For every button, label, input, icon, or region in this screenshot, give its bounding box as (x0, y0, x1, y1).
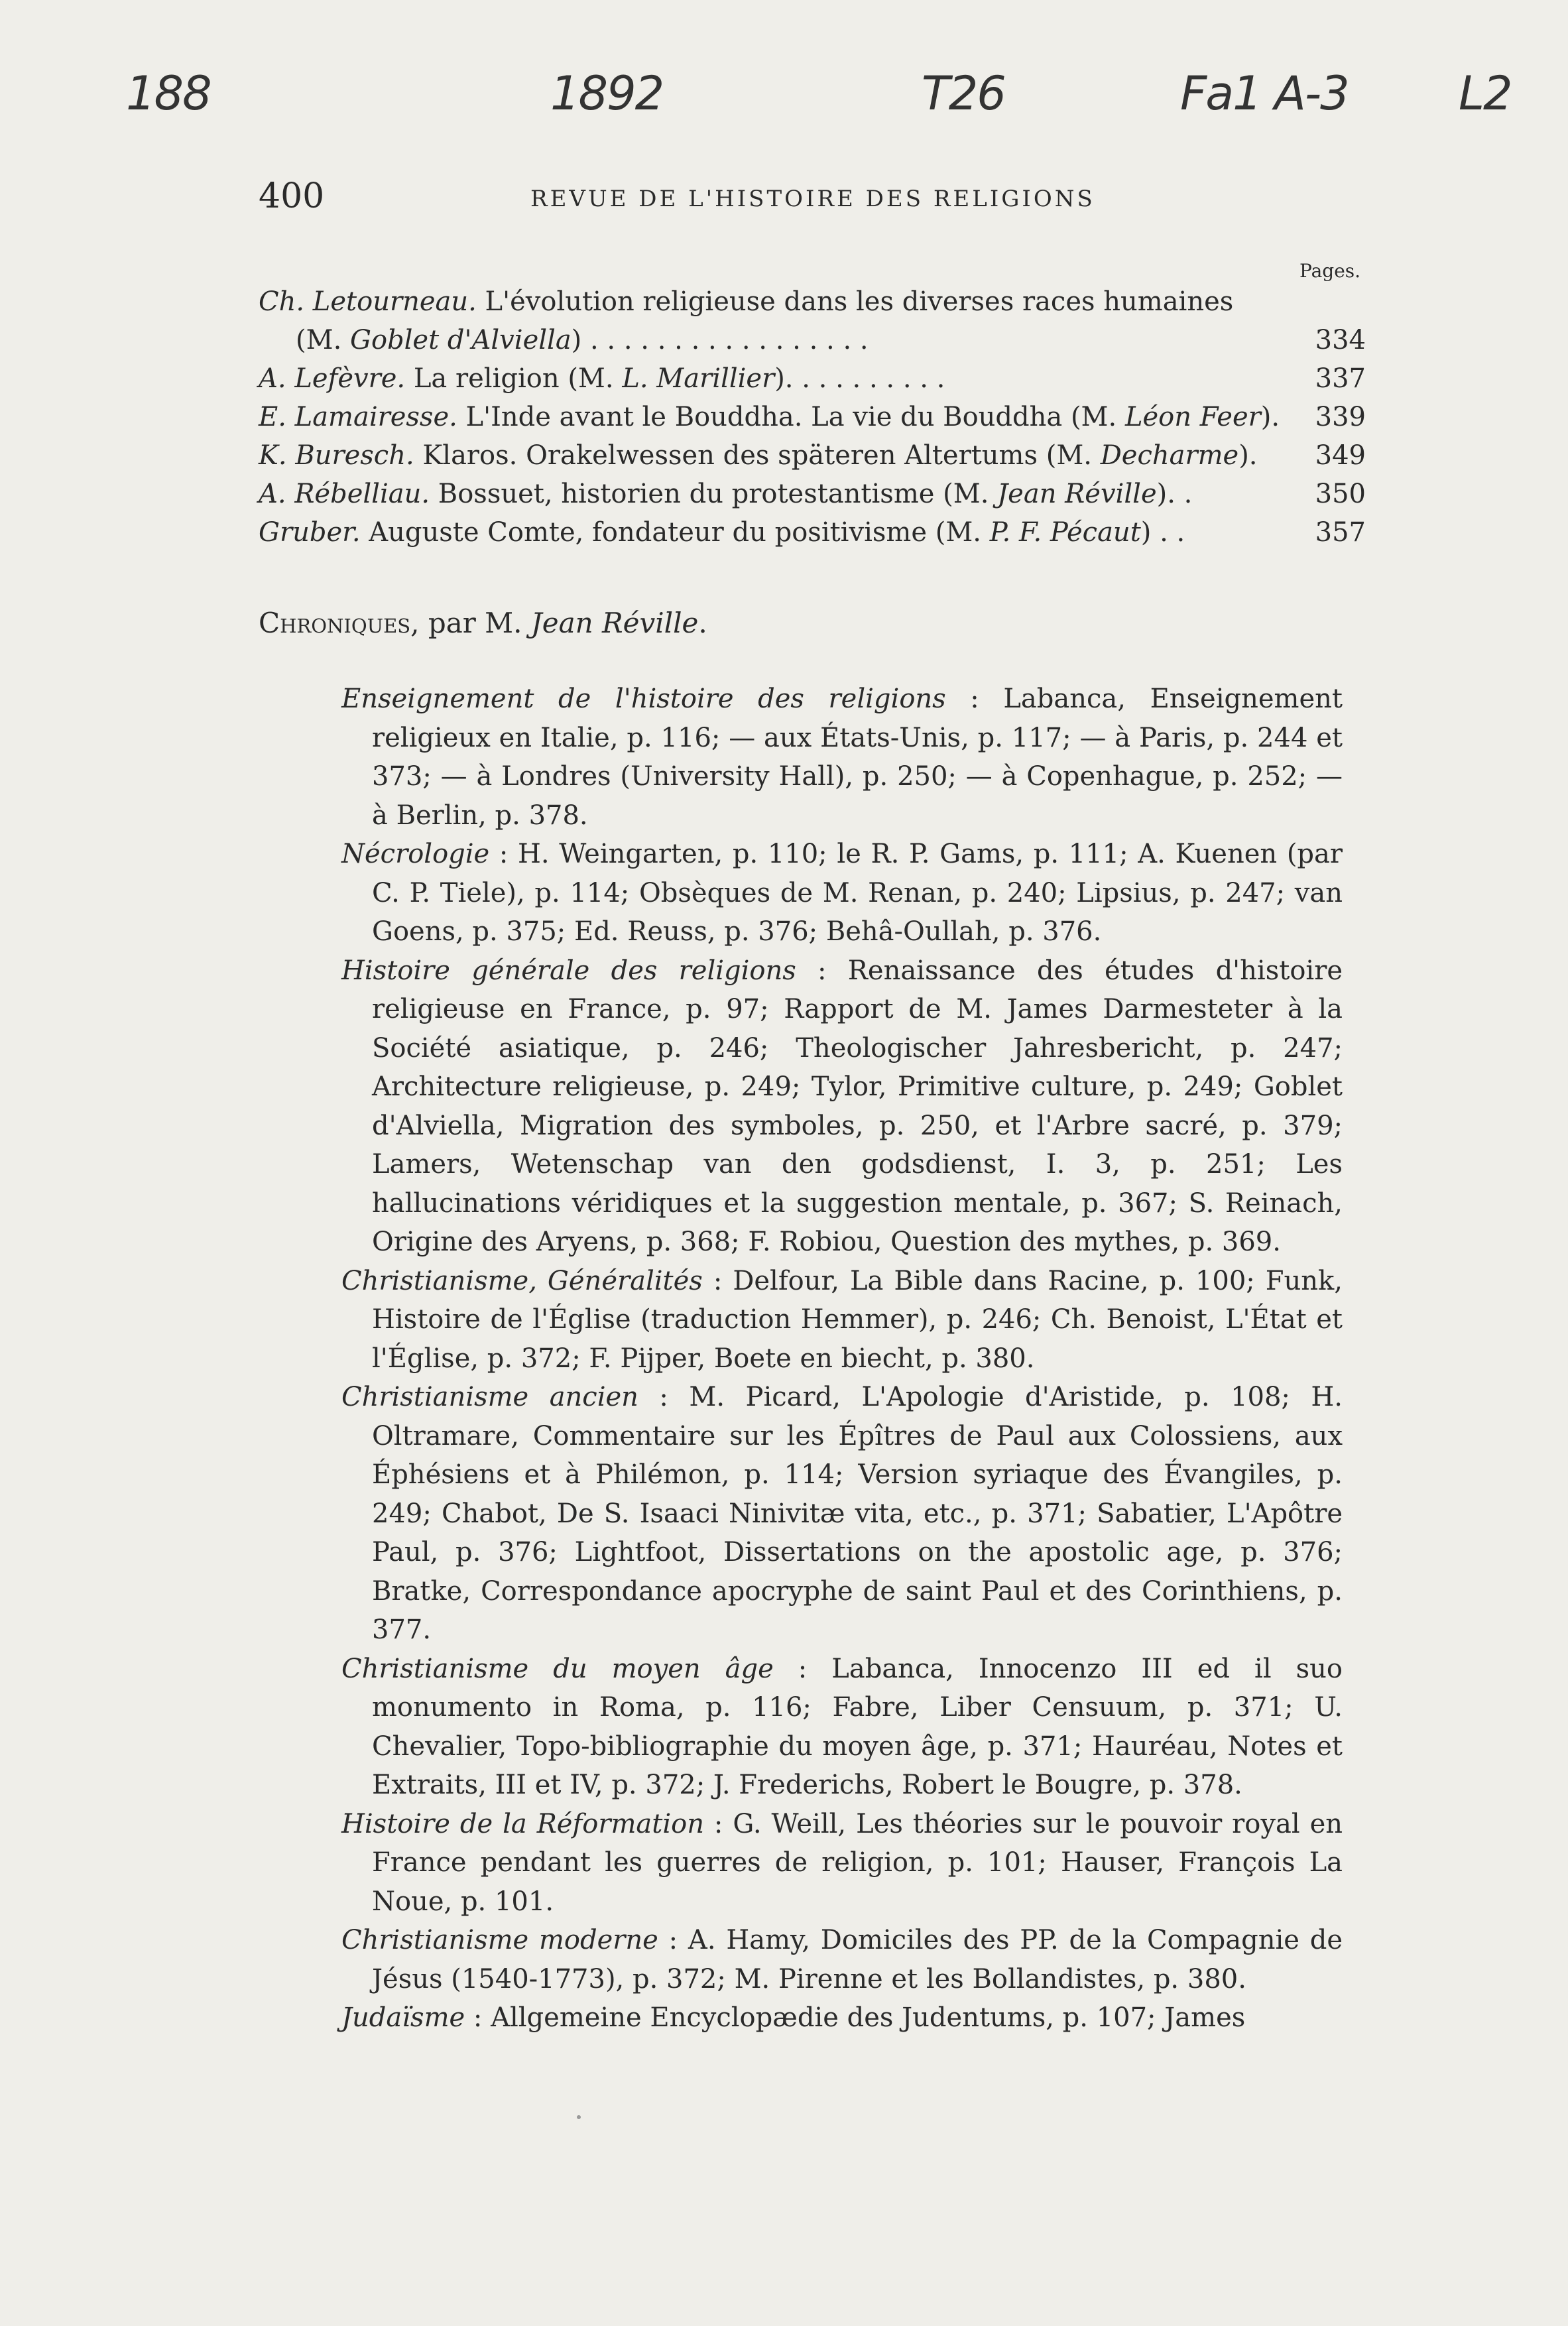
handwritten-note: T26 (922, 66, 1005, 121)
entry-author: A. Lefèvre. (259, 363, 406, 394)
running-title: REVUE DE L'HISTOIRE DES RELIGIONS (530, 186, 1095, 212)
item-text: : Labanca, Innocenzo III ed il suo monumento in Roma, p. 116; Fabre, Liber Censuum, p. 371; U. Chevalier, Topo-bibliographie du moyen âge, p. 371; Hauréau, Notes et Extraits, III et IV, p. 372; J. Frederichs, Robert le Bougre, p. 378. (372, 1653, 1343, 1800)
item-label: Histoire générale des religions (341, 955, 796, 986)
item-label: Christianisme moderne (341, 1925, 658, 1955)
review-entry (259, 282, 1379, 359)
item-text: : Renaissance des études d'histoire religieuse en France, p. 97; Rapport de M. James Darmesteter à la Société asiatique, p. 246; Theologischer Jahresbericht, p. 247; Architecture religieuse, p. 249; Tylor, Primitive culture, p. 249; Goblet d'Alviella, Migration des symboles, p. 250, et l'Arbre sacré, p. 379; Lamers, Wetenschap van den godsdienst, I. 3, p. 251; Les hallucinations véridiques et la suggestion mentale, p. 367; S. Reinach, Origine des Aryens, p. 368; F. Robiou, Question des mythes, p. 369. (372, 955, 1343, 1257)
entry-reviewer: Jean Réville (997, 479, 1157, 509)
entry-page: 350 (1315, 479, 1366, 509)
review-entry (259, 475, 1379, 513)
review-entries (259, 278, 1379, 552)
chronique-item (341, 951, 1343, 1262)
handwritten-note: Fa1 A-3 (1180, 66, 1349, 121)
entry-text: L'évolution religieuse dans les diverses races humaines (476, 286, 1234, 317)
entry-author: K. Buresch. (259, 440, 414, 471)
item-text: : Allgemeine Encyclopædie des Judentums, p. 107; James (465, 2002, 1246, 2033)
entry-author: Ch. Letourneau. (259, 286, 477, 317)
handwritten-note: L2 (1459, 66, 1512, 121)
chronique-item (341, 1998, 1343, 2038)
item-label: Christianisme ancien (341, 1382, 638, 1412)
item-text: : H. Weingarten, p. 110; le R. P. Gams, p. 111; A. Kuenen (par C. P. Tiele), p. 114; Obsèques de M. Renan, p. 240; Lipsius, p. 247; van Goens, p. 375; Ed. Reuss, p. 376; Behâ-Oullah, p. 376. (372, 839, 1343, 947)
chroniques-heading (259, 607, 707, 639)
item-label: Christianisme, Généralités (341, 1265, 703, 1296)
entry-text: Auguste Comte, fondateur du positivisme (M. (360, 517, 990, 548)
item-text: : Delfour, La Bible dans Racine, p. 100; Funk, Histoire de l'Église (traduction Hemmer), p. 246; Ch. Benoist, L'État et l'Église, p. 372; F. Pijper, Boete en biecht, p. 380. (372, 1265, 1343, 1374)
handwritten-note: 188 (126, 66, 211, 121)
item-text: : Labanca, Enseignement religieux en Italie, p. 116; — aux États-Unis, p. 117; — à Paris, p. 244 et 373; — à Londres (University Hall), p. 250; — à Copenhague, p. 252; — à Berlin, p. 378. (372, 684, 1343, 831)
review-entry (259, 398, 1379, 436)
review-entry (259, 359, 1379, 398)
item-label: Judaïsme (341, 2002, 465, 2033)
entry-text: ). (1238, 440, 1258, 471)
entry-reviewer: L. Marillier (622, 363, 775, 394)
entry-text: Bossuet, historien du protestantisme (M. (430, 479, 998, 509)
entry-page: 349 (1315, 440, 1366, 471)
entry-page: 339 (1315, 402, 1366, 432)
running-header (259, 176, 1372, 223)
item-text: : A. Hamy, Domiciles des PP. de la Compagnie de Jésus (1540-1773), p. 372; M. Pirenne et les Bollandistes, p. 380. (372, 1925, 1343, 1994)
item-text: : M. Picard, L'Apologie d'Aristide, p. 108; H. Oltramare, Commentaire sur les Épîtres de Paul aux Colossiens, aux Éphésiens et à Philémon, p. 114; Version syriaque des Évangiles, p. 249; Chabot, De S. Isaaci Ninivitæ vita, etc., p. 371; Sabatier, L'Apôtre Paul, p. 376; Lightfoot, Dissertations on the apostolic age, p. 376; Bratke, Correspondance apocryphe de saint Paul et des Corinthiens, p. 377. (372, 1382, 1343, 1645)
review-entry (259, 513, 1379, 552)
entry-text: ) . . . . . . . . . . . . . . . . . (571, 325, 869, 355)
entry-author: E. Lamairesse. (259, 402, 457, 432)
entry-author: A. Rébelliau. (259, 479, 430, 509)
chroniques-author: Jean Réville (530, 607, 699, 639)
entry-text: Klaros. Orakelwessen des späteren Altertums (M. (414, 440, 1101, 471)
chronique-item (341, 835, 1343, 951)
entry-reviewer: Léon Feer (1124, 402, 1261, 432)
entry-reviewer: Goblet d'Alviella (350, 325, 572, 355)
entry-author: Gruber. (259, 517, 361, 548)
chronique-item (341, 1378, 1343, 1650)
entry-text: ). (1260, 402, 1280, 432)
entry-text: L'Inde avant le Bouddha. La vie du Bouddha (M. (457, 402, 1125, 432)
entry-reviewer: Decharme (1100, 440, 1239, 471)
chroniques-by: , par M. (410, 607, 531, 639)
entry-page: 334 (1315, 325, 1366, 355)
entry-text: ). . . . . . . . . . (774, 363, 945, 394)
entry-reviewer: P. F. Pécaut (989, 517, 1141, 548)
item-text: : G. Weill, Les théories sur le pouvoir royal en France pendant les guerres de religion, p. 101; Hauser, François La Noue, p. 101. (372, 1808, 1343, 1917)
chronique-item (341, 1650, 1343, 1805)
entry-page: 357 (1315, 517, 1366, 548)
entry-text: La religion (M. (405, 363, 623, 394)
entry-page: 337 (1315, 363, 1366, 394)
entry-text: ). . (1156, 479, 1193, 509)
page-number: 400 (259, 176, 325, 216)
chroniques-end: . (698, 607, 707, 639)
item-label: Enseignement de l'histoire des religions (341, 684, 946, 714)
item-label: Nécrologie (341, 839, 490, 869)
chronique-items (341, 680, 1343, 2038)
item-label: Christianisme du moyen âge (341, 1653, 774, 1684)
item-label: Histoire de la Réformation (341, 1808, 704, 1839)
chronique-item (341, 1262, 1343, 1378)
entry-text: ) . . (1140, 517, 1185, 548)
ink-speck (577, 2115, 581, 2119)
entry-text: (M. (296, 325, 350, 355)
chronique-item (341, 1805, 1343, 1922)
pages-column-label: Pages. (1299, 260, 1361, 282)
review-entry (259, 436, 1379, 475)
handwritten-note: 1892 (550, 66, 664, 121)
chronique-item (341, 680, 1343, 835)
chronique-item (341, 1921, 1343, 1998)
chroniques-label: Chroniques (259, 607, 411, 639)
